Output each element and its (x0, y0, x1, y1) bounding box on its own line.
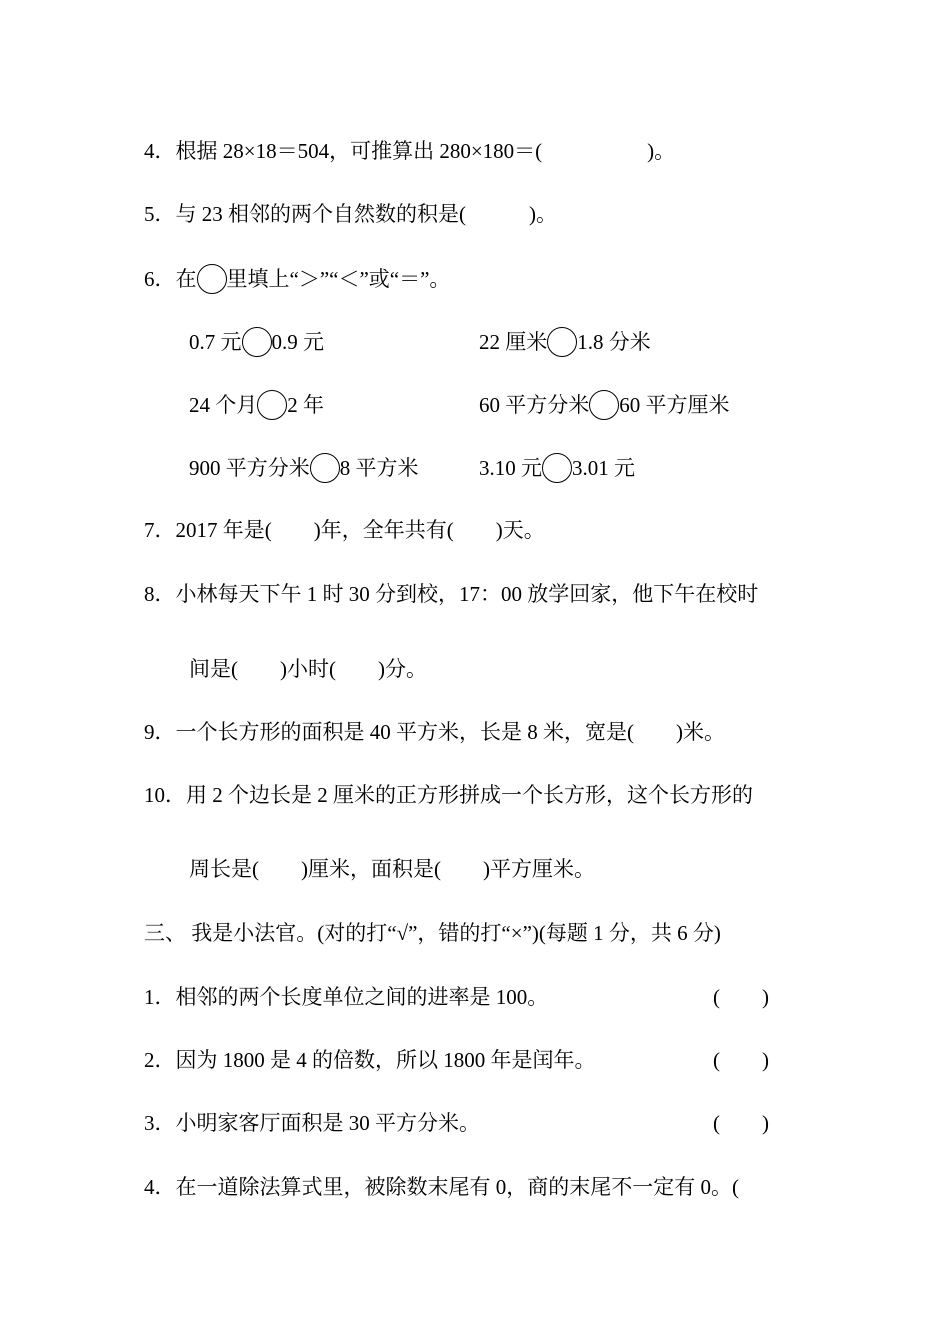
compare-right: 1.8 分米 (577, 330, 651, 354)
compare-right: 60 平方厘米 (619, 393, 730, 417)
judge-item: 1．相邻的两个长度单位之间的进率是 100。 (144, 985, 549, 1009)
compare-row (479, 453, 635, 483)
compare-right: 0.9 元 (271, 330, 324, 354)
compare-right: 3.01 元 (572, 456, 635, 480)
question-8-line2: 间是( )小时( )分。 (189, 657, 427, 681)
compare-row (479, 390, 730, 420)
question-4: 4．根据 28×18＝504，可推算出 280×180＝( )。 (144, 139, 676, 163)
question-10-line2: 周长是( )厘米，面积是( )平方厘米。 (189, 857, 595, 881)
answer-circle[interactable] (257, 390, 287, 420)
question-6-suffix: 里填上“＞”“＜”或“＝”。 (226, 267, 451, 291)
answer-circle[interactable] (197, 264, 227, 294)
answer-circle[interactable] (589, 390, 619, 420)
compare-row (479, 327, 651, 357)
answer-bracket[interactable]: ( ) (713, 1111, 769, 1135)
question-5: 5．与 23 相邻的两个自然数的积是( )。 (144, 202, 557, 226)
judge-item: 3．小明家客厅面积是 30 平方分米。 (144, 1111, 480, 1135)
compare-left: 22 厘米 (479, 330, 548, 354)
compare-right: 8 平方米 (339, 456, 419, 480)
question-7: 7．2017 年是( )年，全年共有( )天。 (144, 518, 545, 542)
answer-circle[interactable] (310, 453, 340, 483)
compare-right: 2 年 (287, 393, 324, 417)
compare-left: 0.7 元 (189, 330, 242, 354)
judge-item: 4．在一道除法算式里，被除数末尾有 0，商的末尾不一定有 0。( (144, 1175, 739, 1199)
answer-circle[interactable] (547, 327, 577, 357)
question-9: 9．一个长方形的面积是 40 平方米，长是 8 米，宽是( )米。 (144, 720, 725, 744)
compare-left: 60 平方分米 (479, 393, 590, 417)
judge-item: 2．因为 1800 是 4 的倍数，所以 1800 年是闰年。 (144, 1048, 596, 1072)
question-6 (144, 264, 450, 294)
compare-row (189, 390, 324, 420)
answer-circle[interactable] (242, 327, 272, 357)
compare-row (189, 453, 419, 483)
question-8-line1: 8．小林每天下午 1 时 30 分到校，17：00 放学回家，他下午在校时 (144, 582, 759, 606)
answer-bracket[interactable]: ( ) (713, 1048, 769, 1072)
question-10-line1: 10．用 2 个边长是 2 厘米的正方形拼成一个长方形，这个长方形的 (144, 783, 753, 807)
answer-circle[interactable] (542, 453, 572, 483)
compare-left: 900 平方分米 (189, 456, 310, 480)
answer-bracket[interactable]: ( ) (713, 985, 769, 1009)
compare-left: 24 个月 (189, 393, 258, 417)
section-3-title: 三、 我是小法官。(对的打“√”，错的打“×”)(每题 1 分，共 6 分) (144, 921, 721, 945)
compare-row (189, 327, 324, 357)
question-6-prefix: 6．在 (144, 267, 197, 291)
compare-left: 3.10 元 (479, 456, 542, 480)
